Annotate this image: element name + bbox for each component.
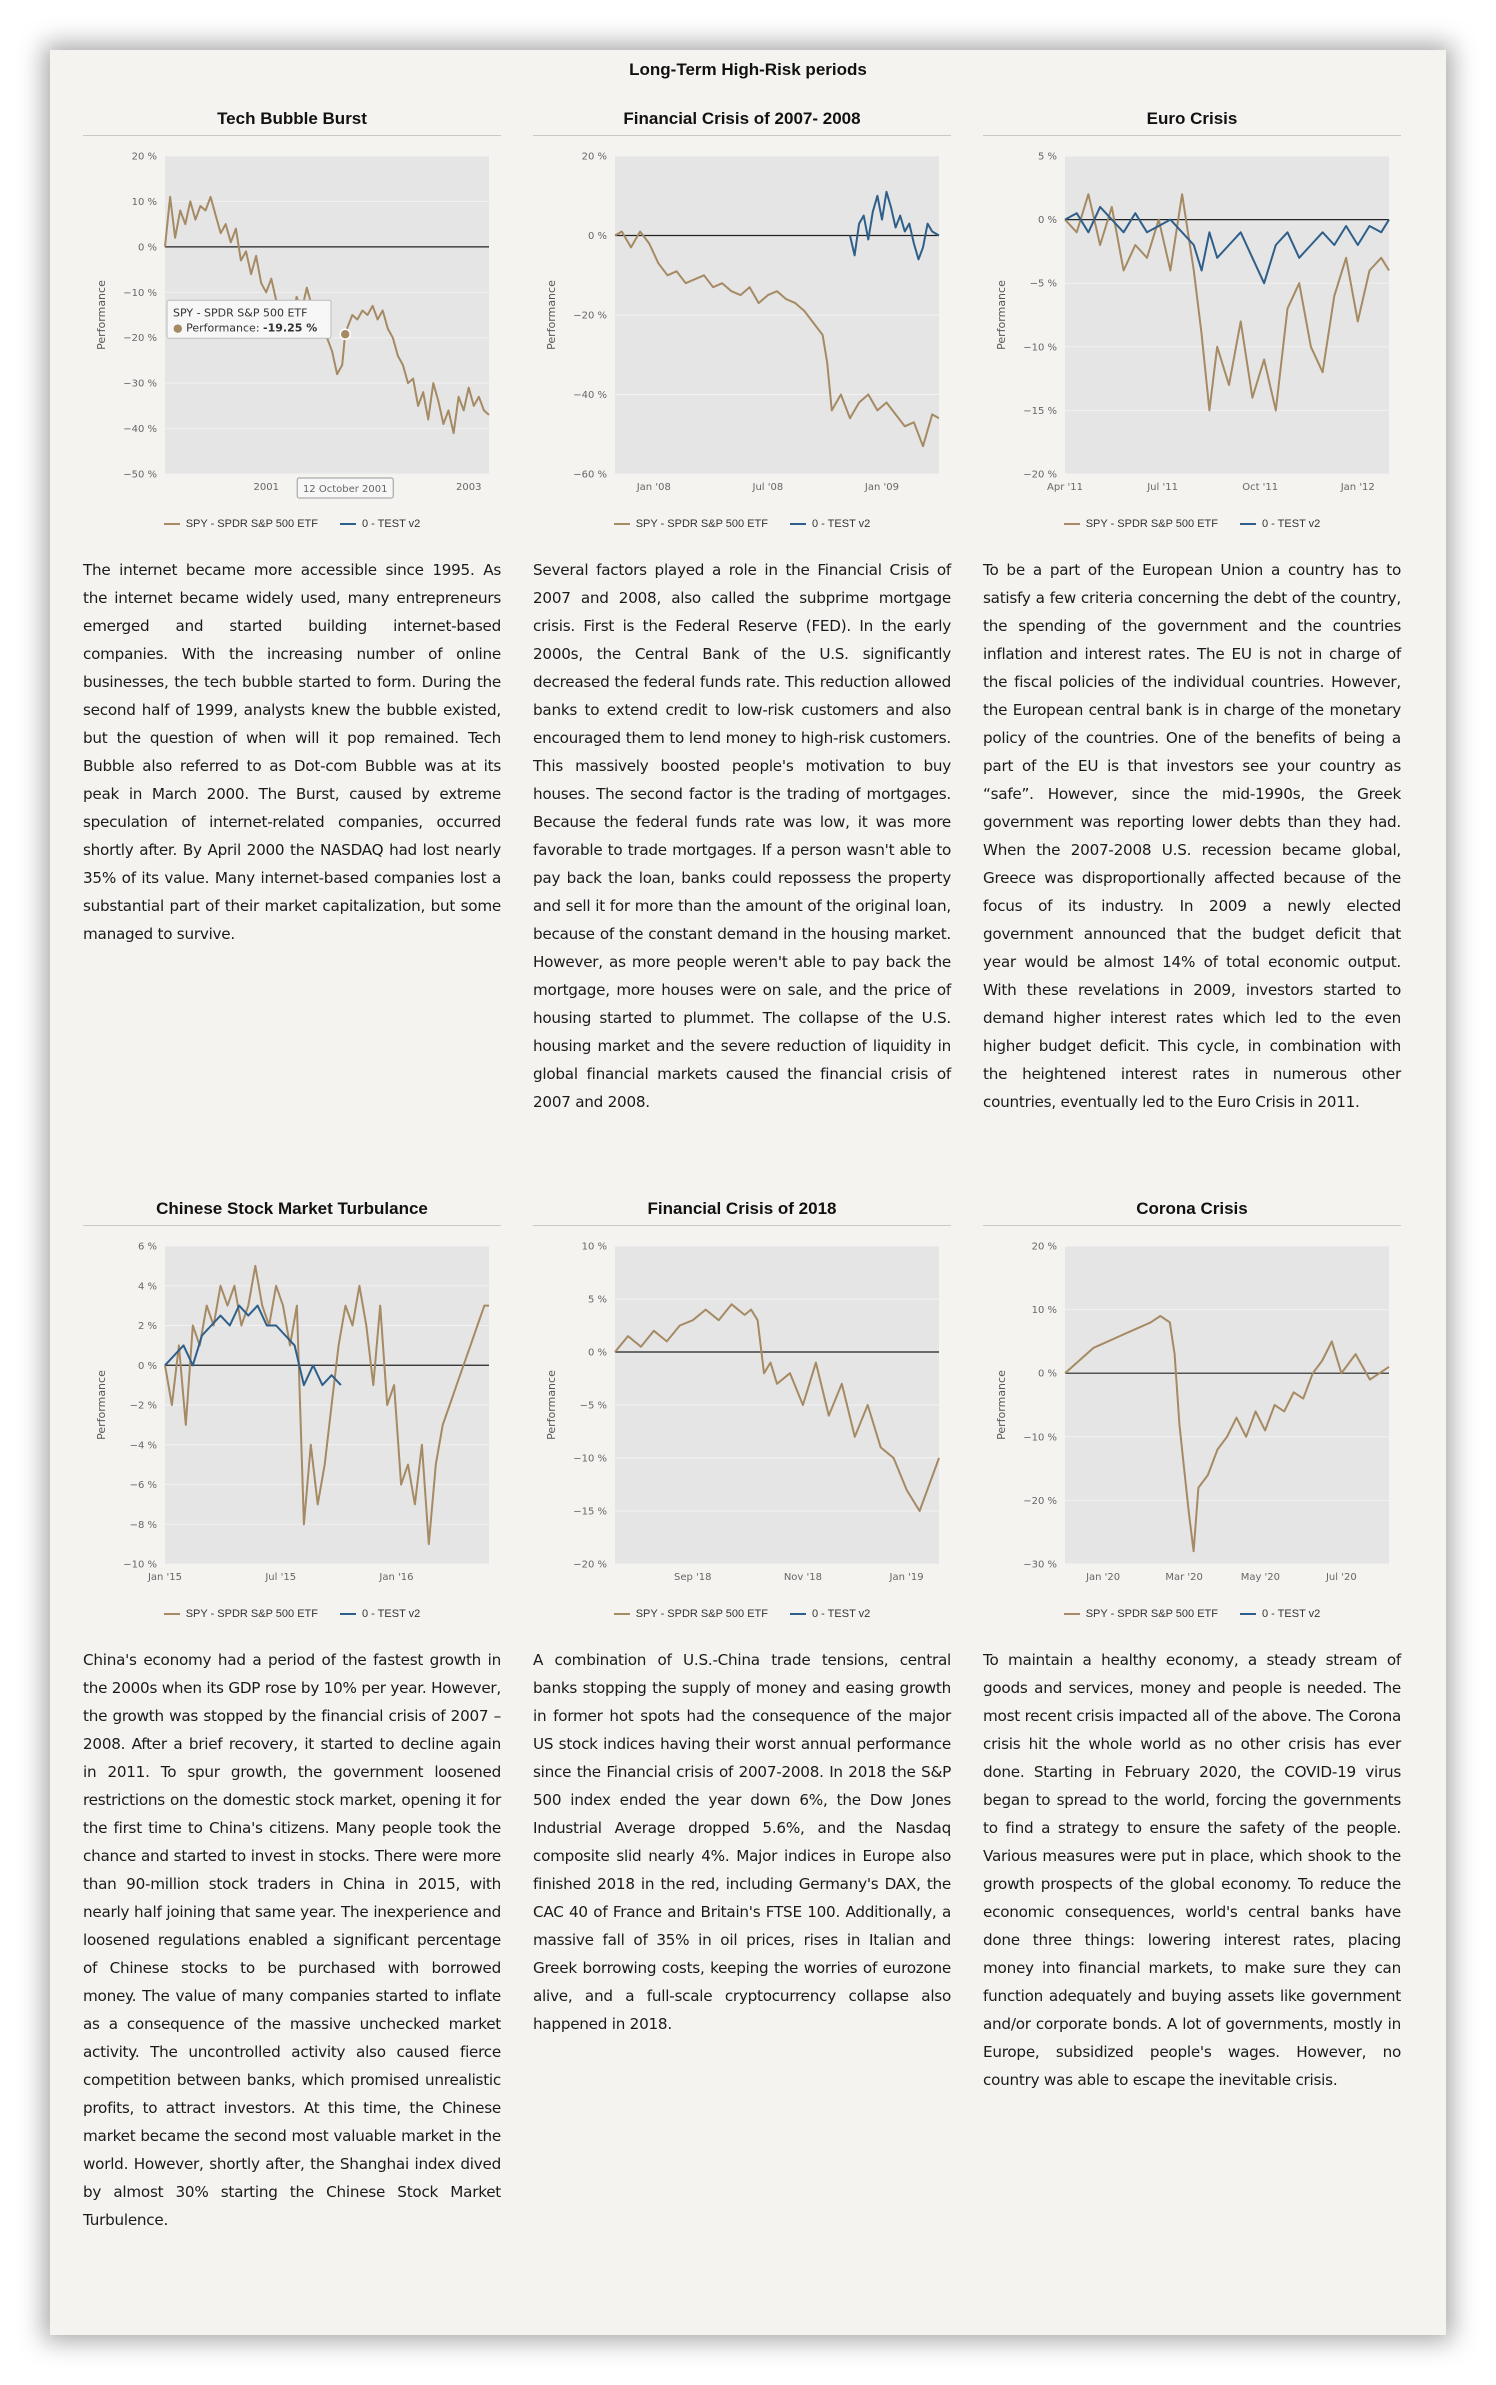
legend-item-spy[interactable] <box>614 1608 768 1620</box>
chart-legend <box>983 1606 1401 1622</box>
panel-2 <box>533 102 951 1116</box>
legend-swatch <box>164 1613 180 1615</box>
y-tick-label: 20 % <box>581 151 607 163</box>
y-tick-label: 4 % <box>137 1281 157 1293</box>
legend-swatch <box>340 523 356 525</box>
x-tick-label: Jan '20 <box>1086 1572 1121 1583</box>
panel-description: The internet became more accessible since 1995. As the internet became widely used, many entrepreneurs emerged and started building internet-based companies. With the increasing number of online businesses, the tech bubble started to form. During the second half of 1999, analysts knew the bubble existed, but the question of when will it pop remained. Tech Bubble also referred to as Dot-com Bubble was at its peak in March 2000. The Burst, caused by extreme speculation of internet-related companies, occurred shortly after. By April 2000 the NASDAQ had lost nearly 35% of its value. Many internet-based companies lost a substantial part of their market capitalization, but some managed to survive. <box>83 561 501 943</box>
y-tick-label: 20 % <box>131 151 157 163</box>
line-chart[interactable] <box>983 144 1401 514</box>
legend-swatch <box>614 523 630 525</box>
line-chart[interactable] <box>83 144 501 514</box>
y-axis-title: Performance <box>995 1370 1008 1440</box>
date-tooltip <box>297 478 393 498</box>
legend-item-spy[interactable] <box>164 1608 318 1620</box>
report-card <box>50 50 1446 2335</box>
legend-item-spy[interactable] <box>614 518 768 530</box>
panel-3 <box>983 102 1401 1116</box>
y-tick-label: −20 % <box>1023 469 1057 481</box>
panel-description: China's economy had a period of the fastest growth in the 2000s when its GDP rose by 10% per year. However, the growth was stopped by the financial crisis of 2007 – 2008. After a brief recovery, it started to decline again in 2011. To spur growth, the government loosened restrictions on the domestic stock market, opening it for the first time to China's citizens. Many people took the chance and started to invest in stocks. There were more than 90-million stock traders in China in 2015, with nearly half joining that same year. The inexperience and loosened regulations enabled a significant percentage of Chinese stocks to be purchased with borrowed money. The value of many companies started to inflate as a consequence of the massive unchecked market activity. The uncontrolled activity also caused fierce competition between banks, which promised unrealistic profits, to attract investors. At this time, the Chinese market became the second most valuable market in the world. However, shortly after, the Shanghai index dived by almost 30% starting the Chinese Stock Market Turbulence. <box>83 1651 501 2229</box>
x-tick-label: Jan '16 <box>379 1572 414 1583</box>
x-tick-label: 2003 <box>456 482 482 493</box>
panel-title: Financial Crisis of 2007- 2008 <box>533 102 951 136</box>
y-tick-label: −10 % <box>123 287 157 299</box>
x-tick-label: 2001 <box>253 482 279 493</box>
y-tick-label: −30 % <box>1023 1559 1057 1571</box>
x-tick-label: May '20 <box>1240 1572 1281 1583</box>
y-tick-label: −5 % <box>1029 278 1057 290</box>
legend-item-spy[interactable] <box>1064 518 1218 530</box>
y-tick-label: 0 % <box>587 1347 607 1359</box>
panel-description: To maintain a healthy economy, a steady stream of goods and services, money and people is needed. The most recent crisis impacted all of the above. The Corona crisis hit the whole world as no other crisis has ever done. Starting in February 2020, the COVID-19 virus began to spread to the world, forcing the governments to find a strategy to ensure the safety of the people. Various measures were put in place, which shook to the growth prospects of the global economy. To reduce the economic consequences, world's central banks have done three things: lowering interest rates, placing money into financial markets, to make sure they can function adequately and buying assets like government and/or corporate bonds. A lot of governments, mostly in Europe, subsidized people's wages. However, no country was able to escape the inevitable crisis. <box>983 1651 1401 2089</box>
chart-legend <box>83 516 501 532</box>
y-tick-label: −2 % <box>129 1400 157 1412</box>
panel-title: Financial Crisis of 2018 <box>533 1192 951 1226</box>
tooltip-date: 12 October 2001 <box>302 484 388 495</box>
legend-swatch <box>790 523 806 525</box>
line-chart[interactable] <box>533 144 951 514</box>
legend-swatch <box>790 1613 806 1615</box>
legend-item-test[interactable] <box>340 1608 420 1620</box>
legend-label: 0 - TEST v2 <box>361 1608 421 1620</box>
panel-description: A combination of U.S.-China trade tensions, central banks stopping the supply of money and easing growth in former hot spots had the consequence of the major US stock indices having their worst annual performance since the Financial crisis of 2007-2008. In 2018 the S&P 500 index ended the year down 6%, the Dow Jones Industrial Average dropped 5.6%, and the Nasdaq composite slid nearly 4%. Major indices in Europe also finished 2018 in the red, including Germany's DAX, the CAC 40 of France and Britain's FTSE 100. Additionally, a massive fall of 35% in oil prices, rises in Italian and Greek borrowing costs, keeping the worries of eurozone alive, and a full-scale cryptocurrency collapse also happened in 2018. <box>533 1651 951 2033</box>
legend-item-test[interactable] <box>790 518 870 530</box>
y-tick-label: −10 % <box>573 1453 607 1465</box>
y-tick-label: −8 % <box>129 1519 157 1531</box>
y-axis-title: Performance <box>95 280 108 350</box>
legend-label: SPY - SPDR S&P 500 ETF <box>1085 518 1218 530</box>
y-tick-label: −40 % <box>123 424 157 436</box>
y-tick-label: 20 % <box>1031 1241 1057 1253</box>
chart-legend <box>983 516 1401 532</box>
legend-item-spy[interactable] <box>164 518 318 530</box>
panel-4 <box>83 1192 501 2234</box>
y-axis-title: Performance <box>95 1370 108 1440</box>
y-tick-label: −6 % <box>129 1480 157 1491</box>
x-tick-label: Nov '18 <box>783 1572 823 1583</box>
x-tick-label: Apr '11 <box>1047 482 1083 493</box>
x-tick-label: Mar '20 <box>1165 1572 1203 1583</box>
legend-item-test[interactable] <box>1240 518 1320 530</box>
x-tick-label: Oct '11 <box>1242 482 1279 493</box>
legend-label: 0 - TEST v2 <box>361 518 421 530</box>
legend-swatch <box>164 523 180 525</box>
x-tick-label: Jan '19 <box>889 1572 924 1583</box>
legend-swatch <box>614 1613 630 1615</box>
panel-description: Several factors played a role in the Financial Crisis of 2007 and 2008, also called the subprime mortgage crisis. First is the Federal Reserve (FED). In the early 2000s, the Central Bank of the U.S. significantly decreased the federal funds rate. This reduction allowed banks to extend credit to low-risk customers and also encouraged them to lend money to high-risk customers. This massively boosted people's motivation to buy houses. The second factor is the trading of mortgages. Because the federal funds rate was low, it was more favorable to trade mortgages. If a person wasn't able to pay back the loan, banks could repossess the property and sell it for more than the amount of the original loan, because of the constant demand in the housing market. However, as more people weren't able to pay back the mortgage, more houses were on sale, and the price of housing started to plummet. The collapse of the U.S. housing market and the severe reduction of liquidity in global financial markets caused the financial crisis of 2007 and 2008. <box>533 561 951 1111</box>
legend-label: 0 - TEST v2 <box>811 518 871 530</box>
y-tick-label: 6 % <box>137 1241 157 1253</box>
panel-6 <box>983 1192 1401 2094</box>
legend-swatch <box>1064 523 1080 525</box>
y-tick-label: −15 % <box>573 1506 607 1518</box>
legend-label: SPY - SPDR S&P 500 ETF <box>635 1608 768 1620</box>
x-tick-label: Jan '15 <box>147 1572 183 1583</box>
plot-area <box>1065 156 1389 474</box>
chart-legend <box>83 1606 501 1622</box>
y-tick-label: −20 % <box>573 1559 607 1571</box>
x-tick-label: Jan '09 <box>864 482 899 493</box>
y-tick-label: 0 % <box>137 242 157 254</box>
legend-label: SPY - SPDR S&P 500 ETF <box>185 1608 318 1620</box>
y-tick-label: −4 % <box>129 1440 157 1452</box>
x-tick-label: Jul '11 <box>1147 482 1178 493</box>
y-tick-label: 10 % <box>131 196 157 208</box>
x-tick-label: Jul '20 <box>1325 1572 1357 1583</box>
x-tick-label: Jan '08 <box>636 482 671 493</box>
panel-title: Tech Bubble Burst <box>83 102 501 136</box>
y-tick-label: 5 % <box>1037 151 1057 163</box>
y-axis-title: Performance <box>545 1370 558 1440</box>
legend-swatch <box>1240 523 1256 525</box>
hover-point[interactable] <box>340 329 350 339</box>
y-tick-label: −10 % <box>123 1559 157 1571</box>
legend-swatch <box>1064 1613 1080 1615</box>
x-tick-label: Jul '08 <box>752 482 784 493</box>
y-axis-title: Performance <box>545 280 558 350</box>
legend-label: SPY - SPDR S&P 500 ETF <box>635 518 768 530</box>
legend-label: SPY - SPDR S&P 500 ETF <box>185 518 318 530</box>
y-tick-label: −30 % <box>123 378 157 390</box>
x-tick-label: Jul '15 <box>265 1572 297 1583</box>
y-tick-label: −10 % <box>1023 1432 1057 1444</box>
x-tick-label: Sep '18 <box>674 1572 712 1583</box>
legend-label: SPY - SPDR S&P 500 ETF <box>1085 1608 1218 1620</box>
y-tick-label: 10 % <box>1031 1305 1057 1317</box>
chart-legend <box>533 516 951 532</box>
y-tick-label: 0 % <box>1037 1368 1057 1380</box>
tooltip-value: ● Performance: -19.25 % <box>173 321 318 335</box>
panel-description: To be a part of the European Union a country has to satisfy a few criteria concerning the debt of the country, the spending of the government and the countries inflation and interest rates. The EU is not in charge of the fiscal policies of the individual countries. However, the European central bank is in charge of the monetary policy of the countries. One of the benefits of being a part of the EU is that investors see your country as “safe”. However, since the mid-1990s, the Greek government was reporting lower debts than they had. When the 2007-2008 U.S. recession became global, Greece was disproportionally affected because of the focus of its industry. In 2009 a newly elected government announced that the budget deficit that year would be almost 14% of total economic output. With these revelations in 2009, investors started to demand higher interest rates which led to the even higher budget deficit. This cycle, in combination with the heightened interest rates in numerous other countries, eventually led to the Euro Crisis in 2011. <box>983 561 1401 1111</box>
legend-item-test[interactable] <box>340 518 420 530</box>
panel-title: Euro Crisis <box>983 102 1401 136</box>
y-tick-label: −5 % <box>579 1400 607 1412</box>
y-tick-label: −10 % <box>1023 342 1057 354</box>
legend-item-spy[interactable] <box>1064 1608 1218 1620</box>
legend-item-test[interactable] <box>1240 1608 1320 1620</box>
y-tick-label: −60 % <box>573 469 607 481</box>
line-chart[interactable] <box>533 1234 951 1604</box>
legend-swatch <box>1240 1613 1256 1615</box>
y-tick-label: 2 % <box>137 1321 157 1332</box>
y-tick-label: −40 % <box>573 390 607 401</box>
legend-label: 0 - TEST v2 <box>1261 518 1321 530</box>
line-chart[interactable] <box>983 1234 1401 1604</box>
legend-label: 0 - TEST v2 <box>811 1608 871 1620</box>
plot-area <box>1065 1246 1389 1564</box>
y-tick-label: 5 % <box>587 1294 607 1306</box>
panel-title: Chinese Stock Market Turbulance <box>83 1192 501 1226</box>
y-tick-label: −15 % <box>1023 405 1057 417</box>
chart-tooltip <box>167 300 331 338</box>
panel-5 <box>533 1192 951 2038</box>
y-axis-title: Performance <box>995 280 1008 350</box>
y-tick-label: 0 % <box>587 231 607 242</box>
y-tick-label: −20 % <box>573 310 607 322</box>
x-tick-label: Jan '12 <box>1340 482 1375 493</box>
y-tick-label: 0 % <box>1037 215 1057 227</box>
legend-item-test[interactable] <box>790 1608 870 1620</box>
y-tick-label: −20 % <box>123 333 157 345</box>
chart-legend <box>533 1606 951 1622</box>
y-tick-label: −50 % <box>123 469 157 481</box>
panel-title: Corona Crisis <box>983 1192 1401 1226</box>
y-tick-label: −20 % <box>1023 1495 1057 1507</box>
panel-1 <box>83 102 501 948</box>
y-tick-label: 0 % <box>137 1360 157 1372</box>
legend-label: 0 - TEST v2 <box>1261 1608 1321 1620</box>
tooltip-series: SPY - SPDR S&P 500 ETF <box>173 306 308 320</box>
y-tick-label: 10 % <box>581 1241 607 1253</box>
line-chart[interactable] <box>83 1234 501 1604</box>
page-title: Long-Term High-Risk periods <box>629 60 867 79</box>
legend-swatch <box>340 1613 356 1615</box>
